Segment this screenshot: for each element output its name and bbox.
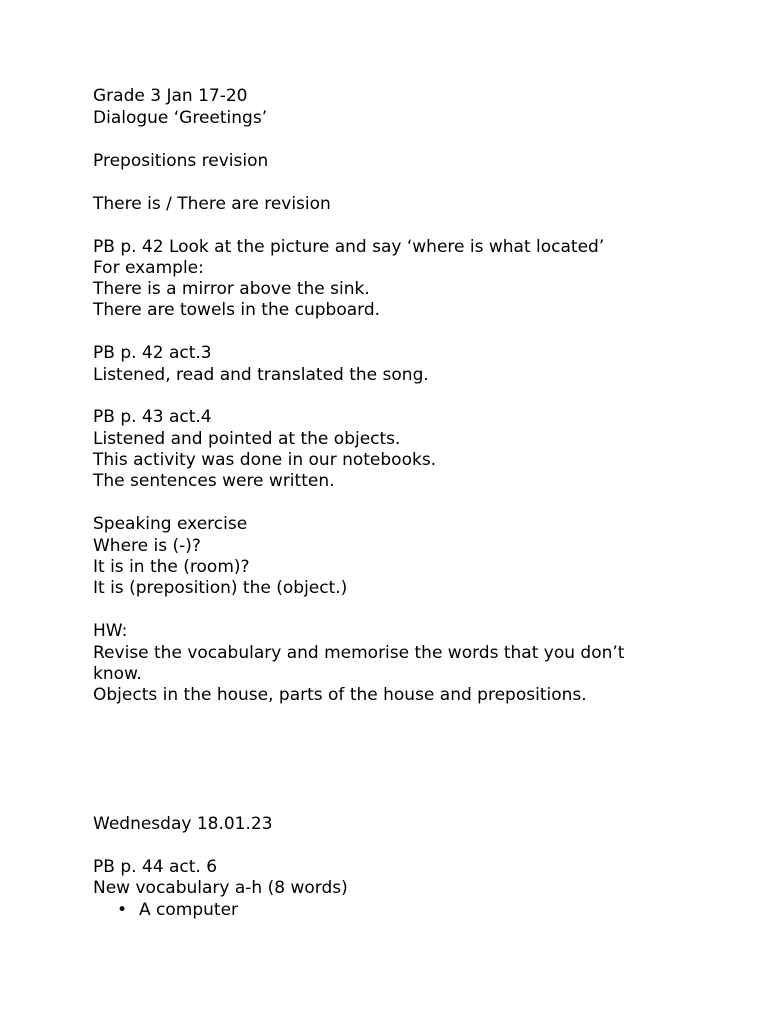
- speaking-heading: Speaking exercise: [93, 514, 248, 534]
- grade-line: Grade 3 Jan 17-20: [93, 86, 248, 106]
- new-vocabulary-line: New vocabulary a-h (8 words): [93, 878, 348, 898]
- example-sentence-1: There is a mirror above the sink.: [93, 279, 370, 299]
- homework-line-1a: Revise the vocabulary and memorise the words that you don’t: [93, 643, 625, 663]
- homework-line-1b: know.: [93, 664, 142, 684]
- pb42-instruction: PB p. 42 Look at the picture and say ‘where is what located’: [93, 237, 605, 257]
- speaking-line-1: Where is (-)?: [93, 536, 201, 556]
- prepositions-heading: Prepositions revision: [93, 151, 269, 171]
- speaking-line-2: It is in the (room)?: [93, 557, 250, 577]
- speaking-line-3: It is (preposition) the (object.): [93, 578, 348, 598]
- homework-heading: HW:: [93, 621, 128, 641]
- pb43-act4-note-3: The sentences were written.: [93, 471, 335, 491]
- bullet-icon: •: [117, 900, 128, 920]
- pb43-act4-note-2: This activity was done in our notebooks.: [93, 450, 437, 470]
- wednesday-date: Wednesday 18.01.23: [93, 814, 273, 834]
- there-is-heading: There is / There are revision: [93, 194, 331, 214]
- for-example-label: For example:: [93, 258, 204, 278]
- pb43-act4-heading: PB p. 43 act.4: [93, 407, 212, 427]
- example-sentence-2: There are towels in the cupboard.: [93, 300, 381, 320]
- dialogue-line: Dialogue ‘Greetings’: [93, 108, 268, 128]
- vocabulary-item: A computer: [139, 900, 239, 920]
- pb42-act3-note: Listened, read and translated the song.: [93, 365, 429, 385]
- pb43-act4-note-1: Listened and pointed at the objects.: [93, 429, 401, 449]
- homework-line-2: Objects in the house, parts of the house and prepositions.: [93, 685, 587, 705]
- pb42-act3-heading: PB p. 42 act.3: [93, 343, 212, 363]
- pb44-heading: PB p. 44 act. 6: [93, 857, 218, 877]
